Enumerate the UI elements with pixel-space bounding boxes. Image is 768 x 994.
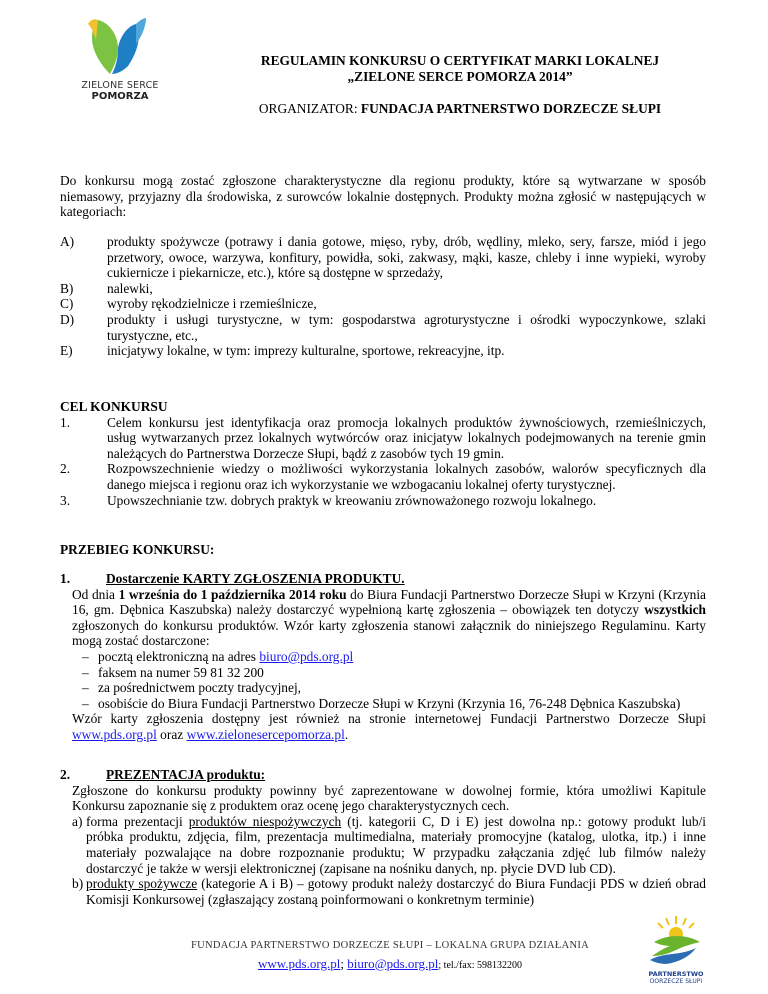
title-block — [190, 53, 730, 117]
goal-label: 3. — [60, 492, 71, 508]
presentation-b-underlined: produkty spożywcze — [86, 876, 198, 892]
category-item — [60, 234, 706, 281]
category-text: nalewki, — [107, 280, 153, 296]
delivery-dates: 1 września do 1 października 2014 roku — [118, 586, 347, 602]
title-line1: REGULAMIN KONKURSU O CERTYFIKAT MARKI LOKALNEJ — [260, 53, 660, 68]
category-text: inicjatywy lokalne, w tym: imprezy kulturalne, sportowe, rekreacyjne, itp. — [107, 343, 505, 359]
delivery-text-e: zgłoszonych do konkursu produktów. Wzór karty zgłoszenia stanowi załącznik do niniejszego Regulaminu. Karty mogą zostać dostarczone: — [72, 617, 706, 649]
zielone-serce-website-link[interactable]: www.zielonesercepomorza.pl — [186, 726, 345, 742]
section-delivery-num: 1. — [60, 571, 71, 586]
delivery-method-fax: faksem na numer 59 81 32 200 — [98, 664, 264, 680]
category-label: E) — [60, 343, 73, 359]
category-item — [60, 296, 706, 312]
delivery-method-item — [72, 696, 706, 712]
goal-item — [60, 415, 706, 462]
footer-separator: ; — [340, 955, 348, 971]
category-text: wyroby rękodzielnicze i rzemieślnicze, — [107, 296, 317, 312]
pds-website-link[interactable]: www.pds.org.pl — [72, 726, 157, 742]
goal-item — [60, 493, 706, 509]
organizer-line — [190, 101, 730, 117]
footer-org-line: FUNDACJA PARTNERSTWO DORZECZE SŁUPI – LOKALNA GRUPA DZIAŁANIA — [190, 940, 590, 951]
category-item — [60, 343, 706, 359]
category-label: C) — [60, 296, 74, 312]
categories-list — [60, 234, 706, 359]
delivery-method-item — [72, 680, 706, 696]
category-label: D) — [60, 311, 75, 327]
section-presentation — [60, 767, 706, 907]
category-text: produkty spożywcze (potrawy i dania gotowe, mięso, ryby, drób, wędliny, mleko, sery, farsze, miód i jego przetwory, owoce, warzywa, konfitury, powidła, soki, zakwasy, mąki, kasze, chleby i inne wypieki, wyroby cukiernicze i piekarnicze, etc.), które są dostępne w sprzedaży, — [107, 234, 706, 281]
goal-item — [60, 461, 706, 492]
email-link[interactable]: biuro@pds.org.pl — [259, 648, 354, 664]
section-delivery — [60, 571, 706, 743]
delivery-methods — [60, 649, 706, 711]
presentation-a-underlined: produktów niespożywczych — [188, 813, 342, 829]
logo-partnerstwo — [640, 912, 712, 988]
presentation-b-label: b) — [72, 876, 84, 892]
availability-text-a: Wzór karty zgłoszenia dostępny jest również na stronie internetowej Fundacji Partnerstwo Dorzecze Słupi — [72, 711, 706, 727]
delivery-method-item — [72, 665, 706, 681]
section-presentation-title-row — [60, 767, 706, 783]
dash-bullet: – — [82, 680, 89, 696]
form-availability-paragraph — [60, 711, 706, 742]
delivery-method-post: za pośrednictwem poczty tradycyjnej, — [98, 680, 302, 696]
dash-bullet: – — [82, 695, 89, 711]
heart-leaf-icon — [78, 14, 162, 76]
footer-email-link[interactable]: biuro@pds.org.pl — [347, 955, 439, 971]
footer — [150, 938, 630, 973]
delivery-text-all: wszystkich — [644, 602, 706, 618]
dash-bullet: – — [82, 648, 89, 664]
category-item — [60, 281, 706, 297]
goal-label: 1. — [60, 414, 71, 430]
logo-left-line1: ZIELONE SERCE — [81, 79, 159, 91]
presentation-a-label: a) — [72, 813, 83, 829]
logo-right-line1: PARTNERSTWO — [648, 969, 704, 978]
category-item — [60, 312, 706, 343]
section-presentation-num: 2. — [60, 767, 71, 782]
footer-website-link[interactable]: www.pds.org.pl — [257, 955, 341, 971]
presentation-item-a — [60, 814, 706, 876]
delivery-method-email-text: pocztą elektroniczną na adres — [98, 648, 260, 664]
section-delivery-title: Dostarczenie KARTY ZGŁOSZENIA PRODUKTU. — [106, 571, 405, 586]
organizer-name: FUNDACJA PARTNERSTWO DORZECZE SŁUPI — [360, 101, 662, 116]
title-line2: „ZIELONE SERCE POMORZA 2014” — [347, 69, 573, 84]
section-presentation-paragraph: Zgłoszone do konkursu produkty powinny być zaprezentowane w dowolnej formie, która umożliwi Kapitule Konkursu zapoznanie się z produktem oraz ocenę jego charakterystycznych cech. — [72, 782, 706, 814]
presentation-b-text: (kategorie A i B) – gotowy produkt należy dostarczyć do Biura Fundacji PDS w dzień obrad Komisji Konkursowej (zgłaszający zostaną poinformowani o konkretnym terminie) — [86, 876, 706, 907]
goal-section — [60, 399, 706, 508]
sun-river-icon — [640, 912, 712, 966]
section-delivery-paragraph — [60, 587, 706, 649]
delivery-method-item — [72, 649, 706, 665]
category-text: produkty i usługi turystyczne, w tym: gospodarstwa agroturystyczne i ośrodki wypoczynkowe, szlaki turystyczne, etc., — [107, 311, 706, 343]
category-label: B) — [60, 280, 74, 296]
delivery-text-a: Od dnia — [72, 586, 119, 602]
presentation-item-b — [60, 876, 706, 907]
logo-zielone-serce — [78, 14, 162, 100]
logo-right-line2: DORZECZE SŁUPI — [649, 977, 703, 985]
goal-heading: CEL KONKURSU — [60, 399, 168, 414]
organizer-label: ORGANIZATOR: — [258, 101, 361, 116]
section-delivery-title-row — [60, 571, 706, 587]
availability-text-b: oraz — [156, 726, 187, 742]
goal-text: Celem konkursu jest identyfikacja oraz promocja lokalnych produktów żywnościowych, rzemieślniczych, usług wytwarzanych przez lokalnych wytwórców oraz inicjatyw lokalnych podejmowanych na terenie gmin należących do Partnerstwa Dorzecze Słupi, bądź z zasobów tych 19 gmin. — [107, 414, 706, 461]
goal-text: Upowszechnianie tzw. dobrych praktyk w kreowaniu zrównoważonego rozwoju lokalnego. — [107, 492, 597, 508]
logo-left-line2: POMORZA — [91, 90, 149, 102]
category-label: A) — [60, 234, 75, 249]
delivery-method-personal: osobiście do Biura Fundacji Partnerstwo Dorzecze Słupi w Krzyni (Krzynia 16, 76-248 Dębnica Kaszubska) — [98, 695, 681, 711]
footer-contact-line — [150, 956, 630, 974]
presentation-a-text: (tj. kategorii C, D i E) jest dowolna np.: gotowy produkt lub/i próbka produktu, zdjęcia, film, prezentacja multimedialna, materiały promocyjne (katalog, ulotka, itp.) i inne materiały pozwalające na dobre rozpoznanie produktu; W przypadku załączania zdjęć lub filmów należy dostarczyć je także w wersji elektronicznej (zapisane na nośniku danych, np. płycie DVD lub CD). — [86, 813, 706, 876]
section-presentation-title: PREZENTACJA produktu: — [106, 767, 266, 782]
footer-tel: ; tel./fax: 598132200 — [438, 959, 522, 971]
goal-text: Rozpowszechnienie wiedzy o możliwości wykorzystania lokalnych zasobów, walorów specyficznych dla danego miejsca i regionu oraz ich wykorzystanie we wzbogacaniu lokalnej oferty turystycznej. — [107, 461, 706, 492]
delivery-text-c: do Biura Fundacji Partnerstwo Dorzecze Słupi w Krzyni (Krzynia 16, gm. Dębnica Kaszubska) należy dostarczyć wypełnioną kartę zgłoszenia – obowiązek ten dotyczy — [72, 586, 707, 618]
presentation-a-pre: forma prezentacji — [86, 813, 189, 829]
course-heading: PRZEBIEG KONKURSU: — [60, 542, 215, 557]
dash-bullet: – — [82, 664, 89, 680]
availability-text-c: . — [344, 726, 349, 742]
goal-label: 2. — [60, 461, 71, 477]
intro-paragraph: Do konkursu mogą zostać zgłoszone charakterystyczne dla regionu produkty, które są wytwarzane w sposób niemasowy, przyjazny dla środowiska, z surowców lokalnie dostępnych. Produkty można zgłosić w następujących w kategoriach: — [60, 173, 706, 220]
